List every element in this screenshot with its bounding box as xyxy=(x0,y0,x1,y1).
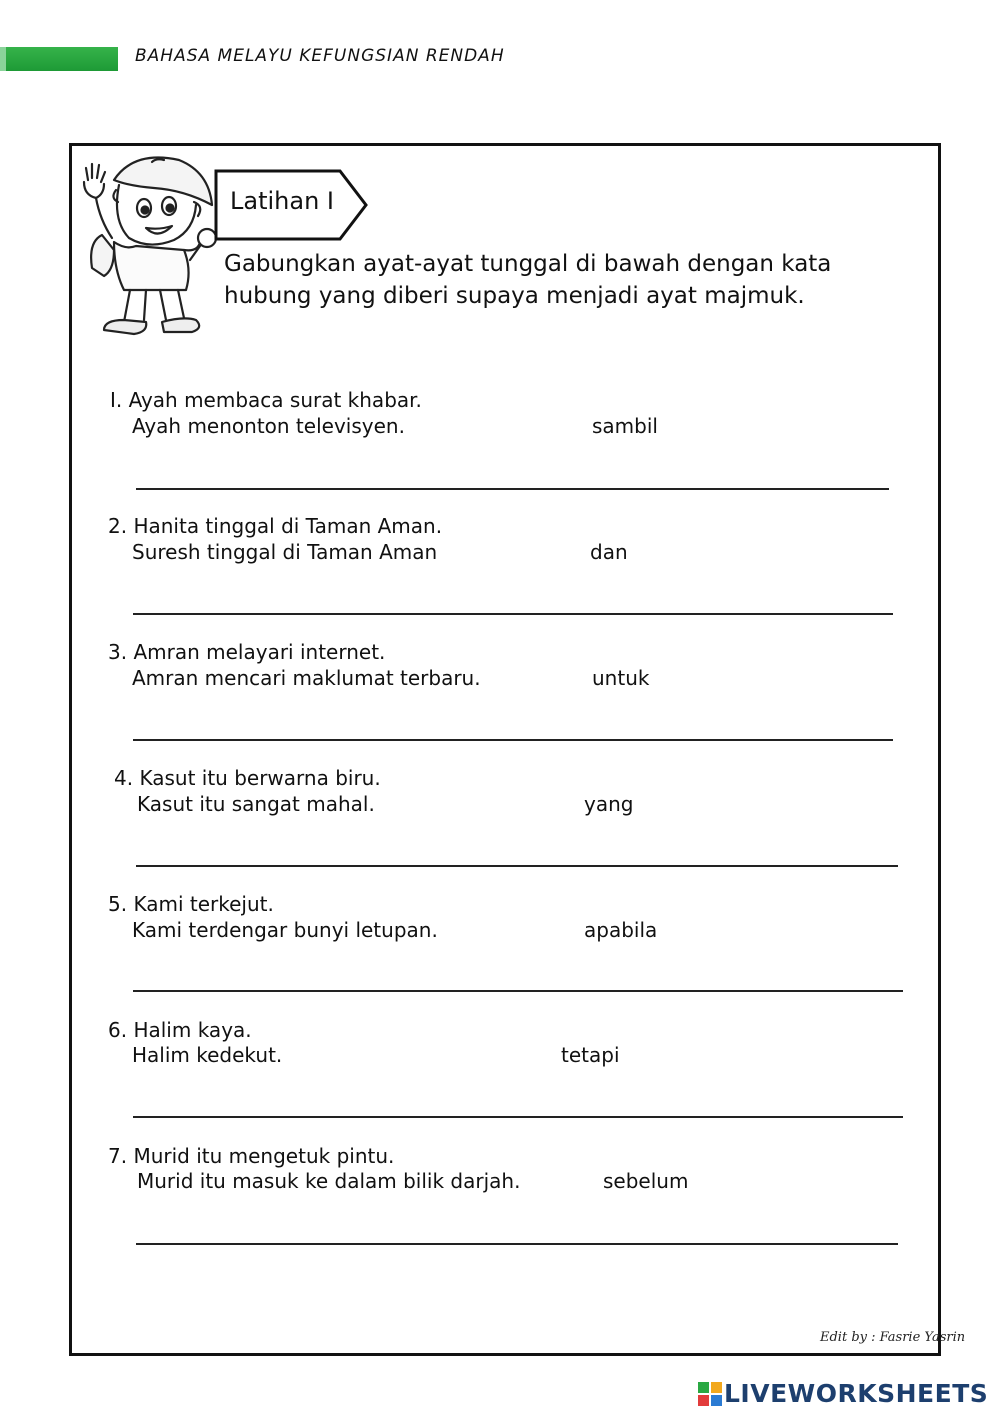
question-1-answer-input[interactable] xyxy=(136,464,889,490)
question-3-sentence-2: Amran mencari maklumat terbaru. xyxy=(132,666,481,690)
question-2-sentence-1 xyxy=(108,514,442,538)
header-title: BAHASA MELAYU KEFUNGSIAN RENDAH xyxy=(135,46,505,66)
question-3-answer-input[interactable] xyxy=(133,715,893,741)
question-4-answer-input[interactable] xyxy=(136,841,898,867)
question-6-answer-input[interactable] xyxy=(133,1092,903,1118)
latihan-label: Latihan I xyxy=(230,187,334,215)
question-1-sentence-2: Ayah menonton televisyen. xyxy=(132,414,405,438)
question-4-sentence-1 xyxy=(114,766,381,790)
question-5-sentence-1-text: Kami terkejut. xyxy=(133,892,274,916)
question-1-conjunction: sambil xyxy=(592,414,658,438)
question-7-sentence-1-text: Murid itu mengetuk pintu. xyxy=(133,1144,395,1168)
question-5-answer-input[interactable] xyxy=(133,966,903,992)
question-3-sentence-1-text: Amran melayari internet. xyxy=(133,640,386,664)
question-7-number: 7. xyxy=(108,1144,128,1168)
question-1-sentence-1-text: Ayah membaca surat khabar. xyxy=(128,388,422,412)
question-5-conjunction: apabila xyxy=(584,918,658,942)
question-6-conjunction: tetapi xyxy=(561,1043,620,1067)
question-6-sentence-1-text: Halim kaya. xyxy=(133,1018,252,1042)
question-5-sentence-2: Kami terdengar bunyi letupan. xyxy=(132,918,438,942)
question-6-sentence-2: Halim kedekut. xyxy=(132,1043,283,1067)
editor-signature: Edit by : Fasrie Yasrin xyxy=(820,1330,966,1345)
question-4-sentence-1-text: Kasut itu berwarna biru. xyxy=(139,766,381,790)
question-2-sentence-1-text: Hanita tinggal di Taman Aman. xyxy=(133,514,443,538)
question-2-sentence-2: Suresh tinggal di Taman Aman xyxy=(132,540,438,564)
instruction-text xyxy=(224,248,864,312)
question-1-sentence-1 xyxy=(110,388,422,412)
question-1-number: I. xyxy=(110,388,123,412)
question-3-conjunction: untuk xyxy=(592,666,650,690)
instruction-line-2: hubung yang diberi supaya menjadi ayat majmuk. xyxy=(224,283,805,309)
question-4-number: 4. xyxy=(114,766,134,790)
question-7-sentence-2: Murid itu masuk ke dalam bilik darjah. xyxy=(137,1169,521,1193)
header-accent-bar xyxy=(0,47,118,71)
question-7-answer-input[interactable] xyxy=(136,1219,898,1245)
boy-mascot-icon xyxy=(74,150,219,345)
brand-text: LIVEWORKSHEETS xyxy=(724,1379,989,1408)
question-5-number: 5. xyxy=(108,892,128,916)
question-2-conjunction: dan xyxy=(590,540,628,564)
question-7-sentence-1 xyxy=(108,1144,394,1168)
question-4-sentence-2: Kasut itu sangat mahal. xyxy=(137,792,375,816)
question-4-conjunction: yang xyxy=(584,792,634,816)
question-5-sentence-1 xyxy=(108,892,274,916)
question-7-conjunction: sebelum xyxy=(603,1169,689,1193)
instruction-line-1: Gabungkan ayat-ayat tunggal di bawah dengan kata xyxy=(224,251,832,277)
question-3-sentence-1 xyxy=(108,640,385,664)
liveworksheets-logo-icon xyxy=(698,1382,722,1406)
question-6-number: 6. xyxy=(108,1018,128,1042)
question-3-number: 3. xyxy=(108,640,128,664)
question-2-answer-input[interactable] xyxy=(133,589,893,615)
question-2-number: 2. xyxy=(108,514,128,538)
question-6-sentence-1 xyxy=(108,1018,252,1042)
